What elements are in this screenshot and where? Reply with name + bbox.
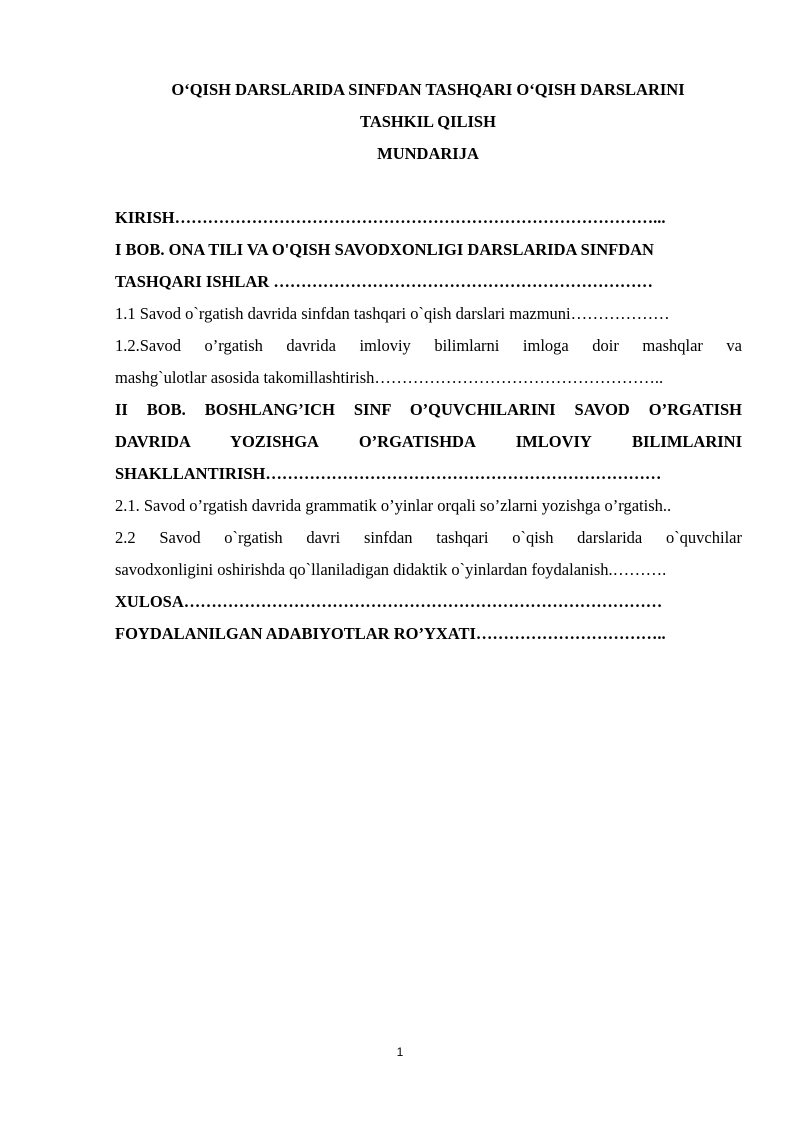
document-title-line-1: O‘QISH DARSLARIDA SINFDAN TASHQARI O‘QISH DARSLARINI [171, 80, 685, 99]
toc-entry-chapter-1-line-1: I BOB. ONA TILI VA O'QISH SAVODXONLIGI DARSLARIDA SINFDAN [115, 240, 654, 259]
toc-entry-chapter-2-line-2: DAVRIDA YOZISHGA O’RGATISHDA IMLOVIY BILIMLARINI [115, 432, 742, 451]
toc-entry-section-1-2-line-2: mashg`ulotlar asosida takomillashtirish…………………………………………….. [115, 368, 664, 387]
toc-entry-section-2-2-line-1: 2.2 Savod o`rgatish davri sinfdan tashqari o`qish darslarida o`quvchilar [115, 528, 742, 547]
table-of-contents [115, 202, 742, 650]
toc-entry-chapter-2-line-3: SHAKLLANTIRISH……………………………………………………………… [115, 464, 662, 483]
toc-entry-chapter-2-line-1: II BOB. BOSHLANG’ICH SINF O’QUVCHILARINI SAVOD O’RGATISH [115, 400, 742, 419]
toc-entry-section-1-1: 1.1 Savod o`rgatish davrida sinfdan tashqari o`qish darslari mazmuni……………… [115, 304, 670, 323]
toc-entry-kirish: KIRISH……………………………………………………………………………... [115, 208, 666, 227]
toc-entry-section-1-2-line-1: 1.2.Savod o’rgatish davrida imloviy bilimlarni imloga doir mashqlar va [115, 336, 742, 355]
document-title-line-2: TASHKIL QILISH [360, 112, 496, 131]
toc-entry-section-2-2-line-2: savodxonligini oshirishda qo`llaniladigan didaktik o`yinlardan foydalanish.………. [115, 560, 667, 579]
toc-entry-chapter-1-line-2: TASHQARI ISHLAR …………………………………………………………… [115, 272, 653, 291]
contents-heading: MUNDARIJA [377, 144, 479, 163]
title-block [100, 74, 756, 170]
toc-entry-bibliography: FOYDALANILGAN ADABIYOTLAR RO’YXATI…………………………….. [115, 624, 666, 643]
toc-entry-xulosa: XULOSA…………………………………………………………………………… [115, 592, 663, 611]
toc-entry-section-2-1: 2.1. Savod o’rgatish davrida grammatik o’yinlar orqali so’zlarni yozishga o’rgatish.. [115, 496, 672, 515]
page-number: 1 [396, 1045, 404, 1059]
